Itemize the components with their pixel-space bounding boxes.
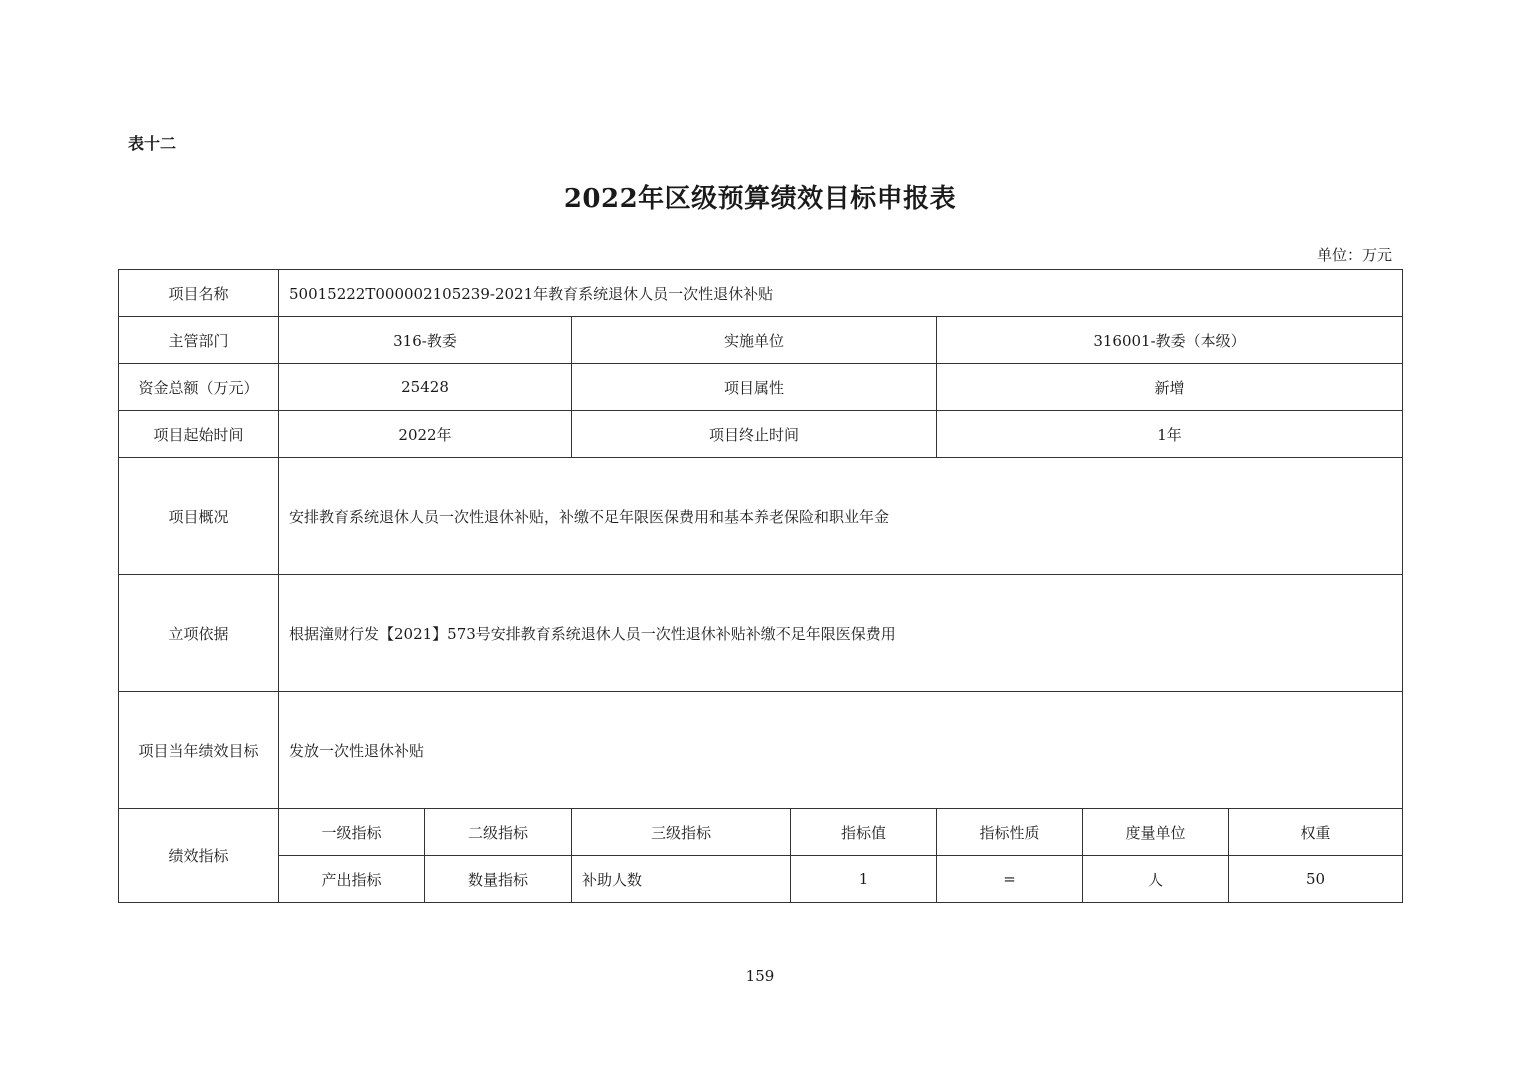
indicator-level1: 产出指标 bbox=[279, 856, 425, 903]
department-value: 316-教委 bbox=[279, 317, 572, 364]
goal-row bbox=[119, 692, 1403, 809]
unit-note: 单位：万元 bbox=[1316, 246, 1392, 264]
indicator-header: 指标性质 bbox=[937, 809, 1083, 856]
project-attribute-label: 项目属性 bbox=[572, 364, 937, 411]
fund-total-label: 资金总额（万元） bbox=[119, 364, 279, 411]
goal-label: 项目当年绩效目标 bbox=[119, 692, 279, 809]
basis-row bbox=[119, 575, 1403, 692]
project-name-label: 项目名称 bbox=[119, 270, 279, 317]
implementing-unit-value: 316001-教委（本级） bbox=[937, 317, 1403, 364]
budget-performance-table bbox=[118, 269, 1403, 903]
project-name-row bbox=[119, 270, 1403, 317]
start-time-value: 2022年 bbox=[279, 411, 572, 458]
fund-row bbox=[119, 364, 1403, 411]
period-row bbox=[119, 411, 1403, 458]
goal-value: 发放一次性退休补贴 bbox=[279, 692, 1403, 809]
indicator-weight: 50 bbox=[1229, 856, 1403, 903]
indicator-header: 指标值 bbox=[791, 809, 937, 856]
end-time-label: 项目终止时间 bbox=[572, 411, 937, 458]
indicator-value: 1 bbox=[791, 856, 937, 903]
overview-row bbox=[119, 458, 1403, 575]
basis-value: 根据潼财行发【2021】573号安排教育系统退休人员一次性退休补贴补缴不足年限医保费用 bbox=[279, 575, 1403, 692]
start-time-label: 项目起始时间 bbox=[119, 411, 279, 458]
implementing-unit-label: 实施单位 bbox=[572, 317, 937, 364]
indicator-header: 三级指标 bbox=[572, 809, 791, 856]
indicator-header: 度量单位 bbox=[1083, 809, 1229, 856]
project-attribute-value: 新增 bbox=[937, 364, 1403, 411]
project-name-value: 50015222T000002105239-2021年教育系统退休人员一次性退休补贴 bbox=[279, 270, 1403, 317]
indicator-section-label: 绩效指标 bbox=[119, 809, 279, 903]
indicator-header: 二级指标 bbox=[425, 809, 572, 856]
indicator-header: 权重 bbox=[1229, 809, 1403, 856]
indicator-nature: = bbox=[937, 856, 1083, 903]
indicator-header-row bbox=[119, 809, 1403, 856]
table-row bbox=[119, 856, 1403, 903]
indicator-level2: 数量指标 bbox=[425, 856, 572, 903]
page-title: 2022年区级预算绩效目标申报表 bbox=[563, 184, 957, 214]
page-number: 159 bbox=[745, 967, 775, 985]
department-label: 主管部门 bbox=[119, 317, 279, 364]
indicator-level3: 补助人数 bbox=[572, 856, 791, 903]
fund-total-value: 25428 bbox=[279, 364, 572, 411]
indicator-header: 一级指标 bbox=[279, 809, 425, 856]
overview-value: 安排教育系统退休人员一次性退休补贴，补缴不足年限医保费用和基本养老保险和职业年金 bbox=[279, 458, 1403, 575]
department-row bbox=[119, 317, 1403, 364]
basis-label: 立项依据 bbox=[119, 575, 279, 692]
indicator-unit: 人 bbox=[1083, 856, 1229, 903]
end-time-value: 1年 bbox=[937, 411, 1403, 458]
overview-label: 项目概况 bbox=[119, 458, 279, 575]
table-number-label: 表十二 bbox=[128, 134, 177, 153]
